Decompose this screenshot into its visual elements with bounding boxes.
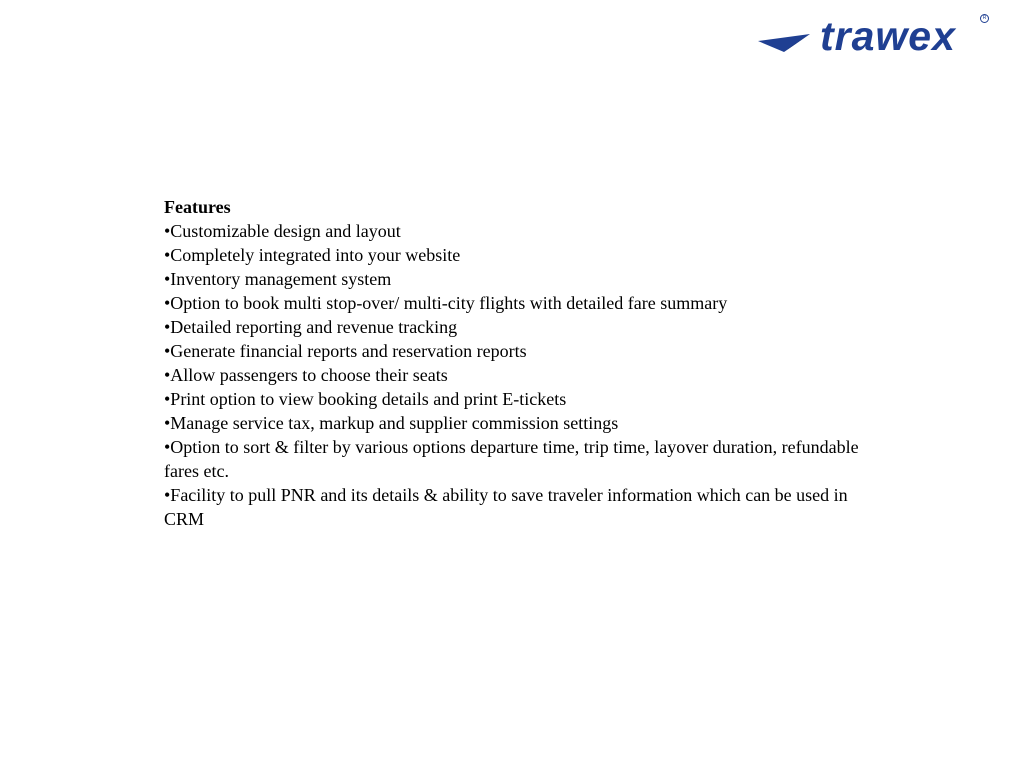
feature-item: •Option to book multi stop-over/ multi-city flights with detailed fare summary <box>164 293 728 313</box>
feature-item: •Generate financial reports and reservation reports <box>164 341 527 361</box>
feature-item: •Allow passengers to choose their seats <box>164 365 448 385</box>
feature-item: •Completely integrated into your website <box>164 245 461 265</box>
feature-list <box>164 219 864 531</box>
logo-wordmark: trawex <box>820 13 956 59</box>
feature-item: •Detailed reporting and revenue tracking <box>164 317 458 337</box>
feature-item: •Manage service tax, markup and supplier commission settings <box>164 413 619 433</box>
features-section <box>164 195 864 531</box>
plane-arrow-icon <box>758 14 820 60</box>
feature-item: •Print option to view booking details and print E-tickets <box>164 389 567 409</box>
feature-item: •Inventory management system <box>164 269 392 289</box>
registered-trademark-icon: R <box>980 14 989 23</box>
feature-item: •Option to sort & filter by various options departure time, trip time, layover duration, refundable fares etc. <box>164 437 859 481</box>
features-heading: Features <box>164 197 231 217</box>
feature-item: •Facility to pull PNR and its details & ability to save traveler information which can be used in CRM <box>164 485 848 529</box>
feature-item: •Customizable design and layout <box>164 221 401 241</box>
trawex-logo <box>758 14 994 60</box>
